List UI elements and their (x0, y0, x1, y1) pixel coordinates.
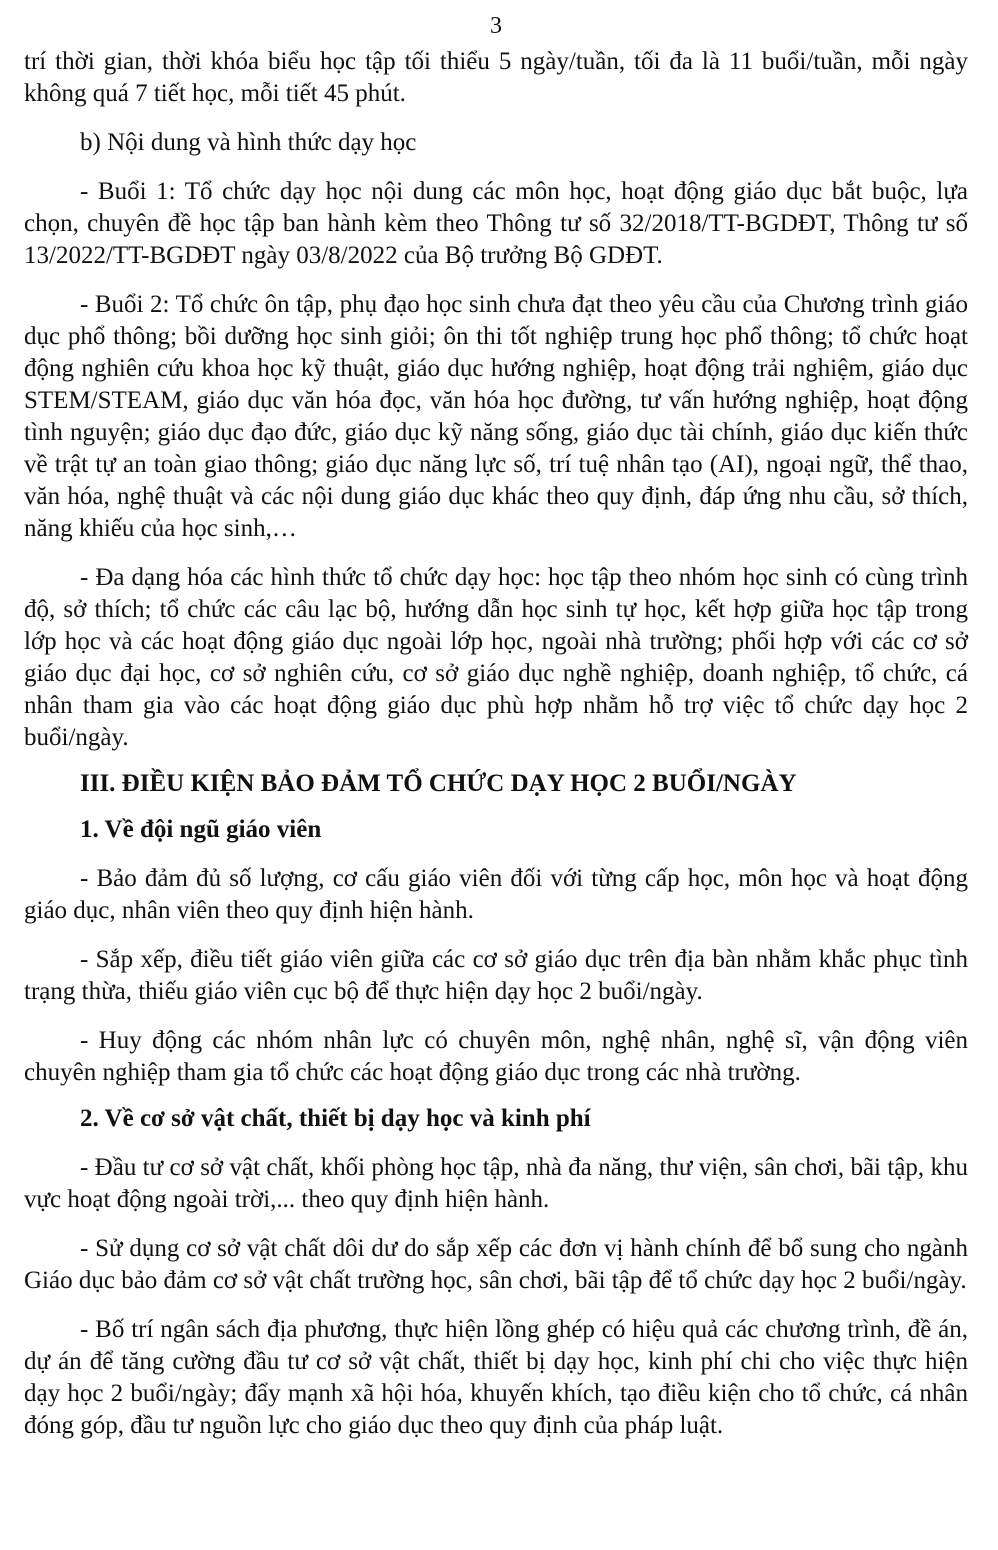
facility-paragraph-3: - Bố trí ngân sách địa phương, thực hiện lồng ghép có hiệu quả các chương trình, đề án, dự án để tăng cường đầu tư cơ sở vật chất, thiết bị dạy học, kinh phí chi cho việc thực hiện dạy học 2 buổi/ngày; đẩy mạnh xã hội hóa, khuyến khích, tạo điều kiện cho tổ chức, cá nhân đóng góp, đầu tư nguồn lực cho giáo dục theo quy định của pháp luật. (24, 1316, 968, 1439)
facility-paragraph-1: - Đầu tư cơ sở vật chất, khối phòng học tập, nhà đa năng, thư viện, sân chơi, bãi tập, khu vực hoạt động ngoài trời,... theo quy định hiện hành. (24, 1154, 968, 1213)
teacher-paragraph-1: - Bảo đảm đủ số lượng, cơ cấu giáo viên đối với từng cấp học, môn học và hoạt động giáo dục, nhân viên theo quy định hiện hành. (24, 865, 968, 924)
facility-paragraph-2: - Sử dụng cơ sở vật chất dôi dư do sắp xếp các đơn vị hành chính để bổ sung cho ngành Giáo dục bảo đảm cơ sở vật chất trường học, sân chơi, bãi tập để tổ chức dạy học 2 buổi/ngày. (24, 1235, 968, 1294)
teacher-paragraph-2: - Sắp xếp, điều tiết giáo viên giữa các cơ sở giáo dục trên địa bàn nhằm khắc phục tình trạng thừa, thiếu giáo viên cục bộ để thực hiện dạy học 2 buổi/ngày. (24, 946, 968, 1005)
diversify-paragraph: - Đa dạng hóa các hình thức tổ chức dạy học: học tập theo nhóm học sinh có cùng trình độ, sở thích; tổ chức các câu lạc bộ, hướng dẫn học sinh tự học, kết hợp giữa học tập trong lớp học và các hoạt động giáo dục ngoài lớp học, ngoài nhà trường; phối hợp với các cơ sở giáo dục đại học, cơ sở nghiên cứu, cơ sở giáo dục nghề nghiệp, doanh nghiệp, tổ chức, cá nhân tham gia vào các hoạt động giáo dục phù hợp nhằm hỗ trợ việc tổ chức dạy học 2 buổi/ngày. (24, 564, 968, 751)
intro-paragraph: trí thời gian, thời khóa biểu học tập tối thiểu 5 ngày/tuần, tối đa là 11 buổi/tuần, mỗi ngày không quá 7 tiết học, mỗi tiết 45 phút. (24, 48, 968, 107)
teacher-paragraph-3: - Huy động các nhóm nhân lực có chuyên môn, nghệ nhân, nghệ sĩ, vận động viên chuyên nghiệp tham gia tổ chức các hoạt động giáo dục trong các nhà trường. (24, 1027, 968, 1086)
page-number: 3 (490, 13, 502, 39)
section-b-heading: b) Nội dung và hình thức dạy học (80, 129, 417, 156)
subsection-1-heading: 1. Về đội ngũ giáo viên (80, 816, 322, 843)
document-page (24, 0, 968, 1442)
subsection-2-heading: 2. Về cơ sở vật chất, thiết bị dạy học và kinh phí (80, 1105, 591, 1132)
session-1-paragraph: - Buổi 1: Tổ chức dạy học nội dung các môn học, hoạt động giáo dục bắt buộc, lựa chọn, chuyên đề học tập ban hành kèm theo Thông tư số 32/2018/TT-BGDĐT, Thông tư số 13/2022/TT-BGDĐT ngày 03/8/2022 của Bộ trưởng Bộ GDĐT. (24, 178, 968, 269)
session-2-paragraph: - Buổi 2: Tổ chức ôn tập, phụ đạo học sinh chưa đạt theo yêu cầu của Chương trình giáo dục phổ thông; bồi dưỡng học sinh giỏi; ôn thi tốt nghiệp trung học phổ thông; tổ chức hoạt động nghiên cứu khoa học kỹ thuật, giáo dục hướng nghiệp, hoạt động trải nghiệm, giáo dục STEM/STEAM, giáo dục văn hóa đọc, văn hóa học đường, tư vấn hướng nghiệp, hoạt động tình nguyện; giáo dục đạo đức, giáo dục kỹ năng sống, giáo dục tài chính, giáo dục kiến thức về trật tự an toàn giao thông; giáo dục năng lực số, trí tuệ nhân tạo (AI), ngoại ngữ, thể thao, văn hóa, nghệ thuật và các nội dung giáo dục khác theo quy định, đáp ứng nhu cầu, sở thích, năng khiếu của học sinh,… (24, 291, 968, 542)
section-3-heading: III. ĐIỀU KIỆN BẢO ĐẢM TỔ CHỨC DẠY HỌC 2 BUỔI/NGÀY (80, 770, 797, 797)
